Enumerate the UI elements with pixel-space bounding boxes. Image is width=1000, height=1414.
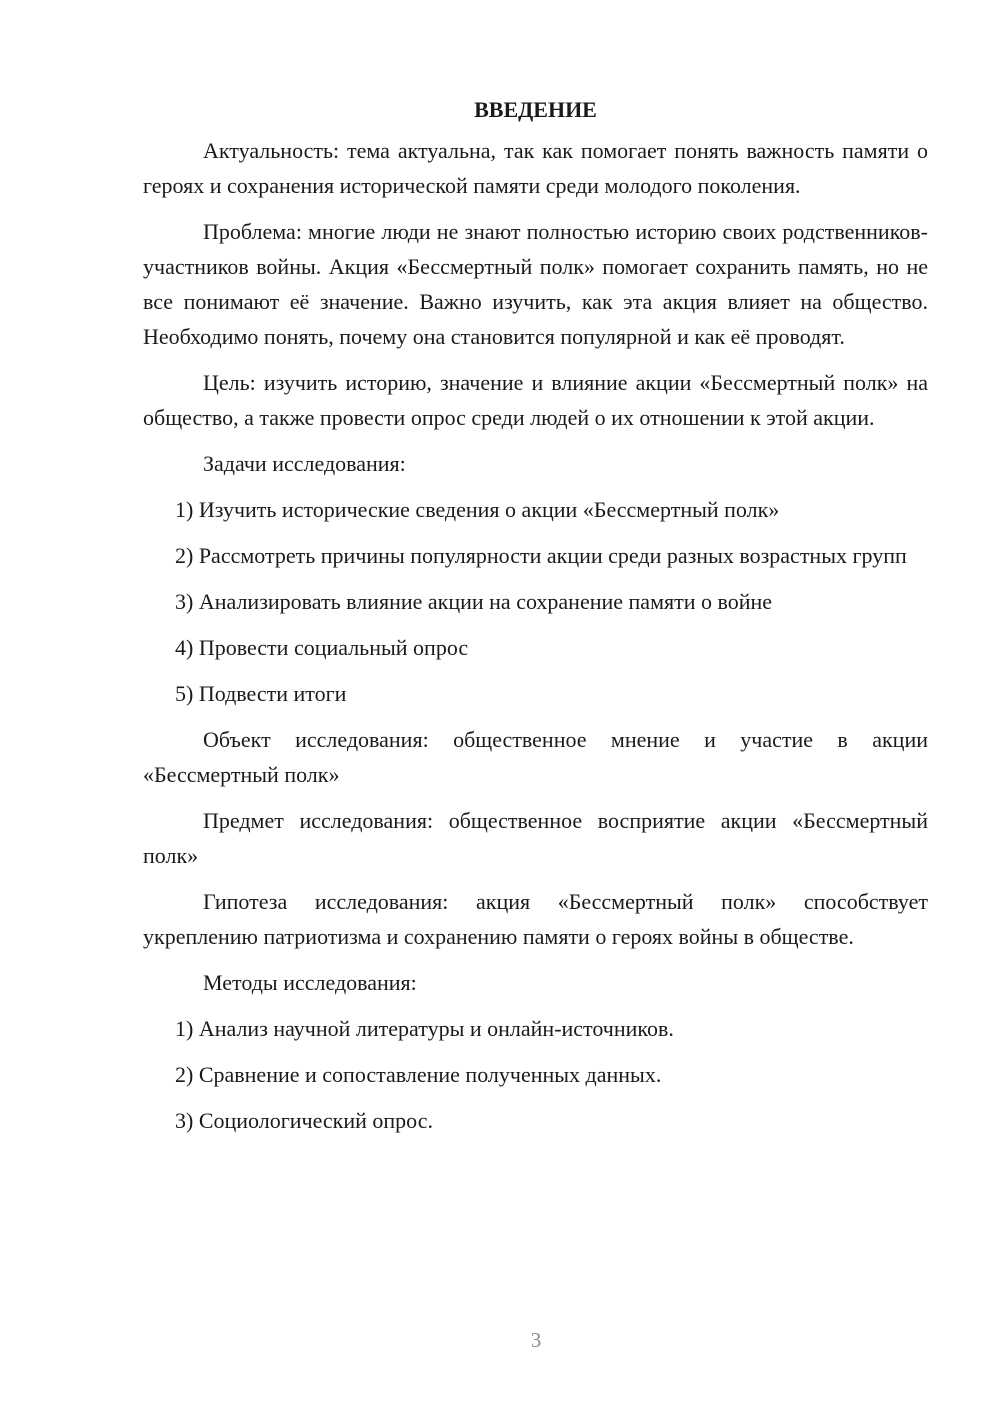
paragraph-object: Объект исследования: общественное мнение и участие в акции «Бессмертный полк» <box>143 727 928 787</box>
method-item: 2) Сравнение и сопоставление полученных данных. <box>175 1062 662 1087</box>
paragraph-goal: Цель: изучить историю, значение и влияние акции «Бессмертный полк» на общество, а также провести опрос среди людей о их отношении к этой акции. <box>143 370 928 430</box>
paragraph-problem: Проблема: многие люди не знают полностью историю своих родственников-участников войны. Акция «Бессмертный полк» помогает сохранить память, но не все понимают её значение. Важно изучить, как эта акция влияет на общество. Необходимо понять, почему она становится популярной и как её проводят. <box>143 219 928 349</box>
method-item: 3) Социологический опрос. <box>175 1108 433 1133</box>
methods-heading: Методы исследования: <box>203 970 417 995</box>
document-page <box>143 92 928 1149</box>
task-item: 3) Анализировать влияние акции на сохранение памяти о войне <box>175 589 773 614</box>
paragraph-relevance: Актуальность: тема актуальна, так как помогает понять важность памяти о героях и сохранения исторической памяти среди молодого поколения. <box>143 138 928 198</box>
task-item: 4) Провести социальный опрос <box>175 635 469 660</box>
paragraph-subject: Предмет исследования: общественное восприятие акции «Бессмертный полк» <box>143 808 928 868</box>
page-number: 3 <box>530 1328 542 1352</box>
section-title: ВВЕДЕНИЕ <box>474 97 597 122</box>
task-item: 5) Подвести итоги <box>175 681 347 706</box>
paragraph-hypothesis: Гипотеза исследования: акция «Бессмертный полк» способствует укреплению патриотизма и сохранению памяти о героях войны в обществе. <box>143 889 928 949</box>
tasks-heading: Задачи исследования: <box>203 451 406 476</box>
task-item: 1) Изучить исторические сведения о акции «Бессмертный полк» <box>175 497 780 522</box>
method-item: 1) Анализ научной литературы и онлайн-источников. <box>175 1016 674 1041</box>
task-item: 2) Рассмотреть причины популярности акции среди разных возрастных групп <box>175 543 907 568</box>
